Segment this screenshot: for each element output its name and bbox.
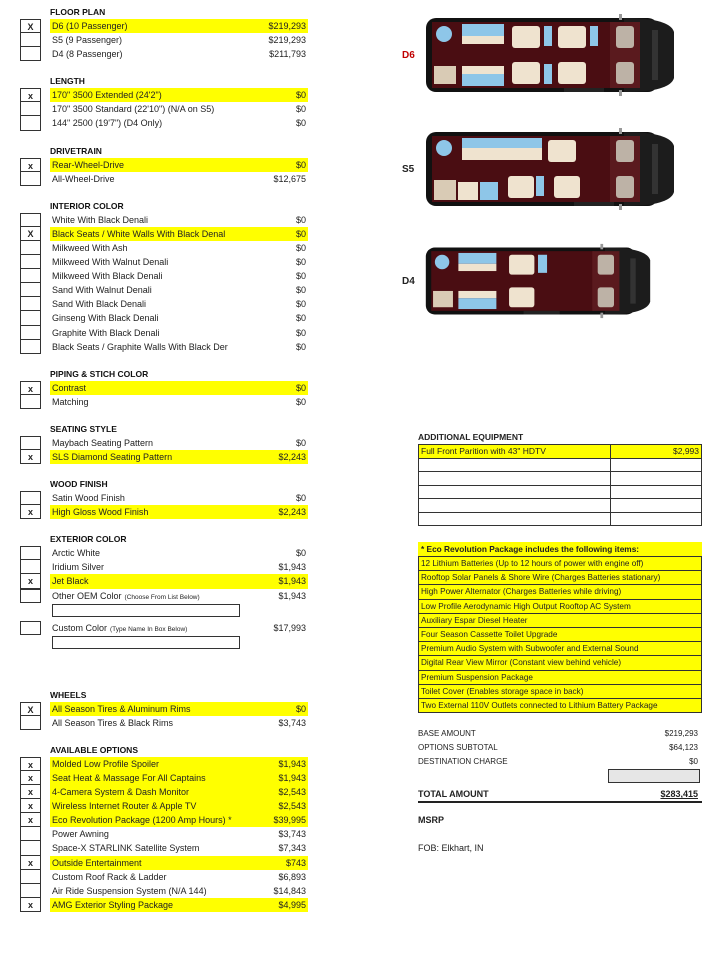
other-oem-color-input[interactable]	[52, 604, 240, 617]
option-label: All Season Tires & Black Rims	[52, 717, 174, 728]
floor-plan-label: D6	[402, 50, 415, 61]
option-label-cell	[50, 395, 308, 409]
available-options-section	[18, 744, 308, 912]
option-checkbox[interactable]	[20, 172, 41, 186]
equipment-item-cell[interactable]	[419, 458, 611, 472]
option-label: Contrast	[52, 382, 87, 393]
option-price: $0	[295, 703, 306, 714]
option-checkbox[interactable]	[20, 255, 41, 269]
option-label-cell	[50, 116, 308, 130]
option-label-cell	[50, 102, 308, 116]
options-subtotal-row	[418, 741, 702, 755]
option-price: $0	[295, 104, 306, 115]
option-price: $0	[295, 271, 306, 282]
option-row	[18, 158, 308, 172]
custom-color-input[interactable]	[52, 636, 240, 649]
option-checkbox[interactable]: X	[20, 19, 41, 33]
option-row	[18, 47, 308, 61]
option-row	[18, 546, 308, 560]
option-price: $0	[295, 159, 306, 170]
option-price: $7,343	[278, 843, 306, 854]
total-amount-value: $283,415	[660, 789, 698, 799]
option-label-cell	[50, 898, 308, 912]
option-price: $2,243	[278, 507, 306, 518]
option-label-cell	[50, 870, 308, 884]
option-row	[18, 311, 308, 325]
equipment-price-cell[interactable]	[611, 472, 702, 486]
option-price: $1,943	[278, 590, 306, 601]
option-checkbox[interactable]: x	[20, 771, 41, 785]
option-label: 4-Camera System & Dash Monitor	[52, 787, 190, 798]
floor-plan-label: D4	[402, 276, 415, 287]
floor-plan-label: S5	[402, 164, 415, 175]
option-label-cell	[50, 771, 308, 785]
option-note: (Type Name In Box Below)	[110, 625, 188, 633]
options-column	[18, 6, 308, 926]
option-row	[18, 827, 308, 841]
option-label: High Gloss Wood Finish	[52, 507, 149, 518]
option-label: Molded Low Profile Spoiler	[52, 758, 160, 769]
option-checkbox[interactable]: X	[20, 227, 41, 241]
fob-label: FOB: Elkhart, IN	[418, 843, 484, 853]
option-label-cell	[50, 574, 308, 588]
option-label-cell	[50, 241, 308, 255]
option-checkbox[interactable]	[20, 870, 41, 884]
option-label-cell	[50, 381, 308, 395]
floor-plan-title: FLOOR PLAN	[50, 7, 106, 17]
options-subtotal-label: OPTIONS SUBTOTAL	[418, 743, 498, 752]
floor-plan-d4	[390, 230, 719, 335]
option-price: $17,993	[273, 622, 306, 633]
floor-plan-d6	[390, 4, 719, 109]
piping-stitch-color-section	[18, 368, 308, 409]
option-checkbox[interactable]	[20, 546, 41, 560]
option-checkbox[interactable]	[20, 589, 41, 603]
option-label: 170" 3500 Extended (24'2")	[52, 90, 162, 101]
eco-package-item: Premium Audio System with Subwoofer and External Sound	[418, 642, 702, 656]
options-subtotal-value: $64,123	[669, 743, 698, 752]
option-checkbox[interactable]	[20, 491, 41, 505]
eco-package-item: Toilet Cover (Enables storage space in back)	[418, 685, 702, 699]
option-label: Milkweed With Black Denali	[52, 271, 163, 282]
interior-color-section	[18, 200, 308, 354]
eco-package-item: Low Profile Aerodynamic High Output Rooftop AC System	[418, 600, 702, 614]
option-price: $0	[295, 228, 306, 239]
equipment-item-cell[interactable]	[419, 472, 611, 486]
option-checkbox[interactable]	[20, 827, 41, 841]
option-label-cell	[50, 19, 308, 33]
eco-package-title: * Eco Revolution Package includes the following items:	[421, 544, 640, 554]
option-row	[18, 450, 308, 464]
option-label: Custom Color	[52, 622, 108, 633]
van-floorplan-d6-image	[424, 12, 676, 98]
option-label: Graphite With Black Denali	[52, 327, 160, 338]
option-label: Other OEM Color	[52, 590, 122, 601]
equipment-price-cell[interactable]	[611, 458, 702, 472]
drivetrain-title: DRIVETRAIN	[50, 145, 102, 156]
option-label: Sand With Black Denali	[52, 299, 147, 310]
option-row	[18, 574, 308, 588]
option-checkbox[interactable]: x	[20, 381, 41, 395]
option-row	[18, 771, 308, 785]
option-row	[18, 340, 308, 354]
option-note: (Choose From List Below)	[124, 593, 200, 601]
length-section	[18, 75, 308, 130]
option-checkbox[interactable]: x	[20, 450, 41, 464]
wood-finish-section	[18, 478, 308, 519]
option-label-cell	[50, 340, 308, 354]
base-amount-label: BASE AMOUNT	[418, 729, 476, 738]
option-row	[18, 297, 308, 311]
option-label: Sand With Walnut Denali	[52, 285, 152, 296]
equipment-row	[419, 485, 702, 499]
exterior-color-section	[18, 533, 308, 648]
option-row	[18, 716, 308, 730]
equipment-price-cell[interactable]	[611, 512, 702, 526]
available-options-title: AVAILABLE OPTIONS	[50, 744, 138, 755]
option-checkbox[interactable]	[20, 340, 41, 354]
option-label-cell	[50, 33, 308, 47]
option-label: Black Seats / White Walls With Black Denal	[52, 228, 226, 239]
option-row	[18, 702, 308, 716]
option-price: $14,843	[273, 885, 306, 896]
option-row	[18, 813, 308, 827]
option-price: $0	[295, 118, 306, 129]
option-label: Milkweed With Ash	[52, 242, 128, 253]
wheels-section	[18, 689, 308, 730]
option-row	[18, 116, 308, 130]
option-checkbox[interactable]	[20, 297, 41, 311]
eco-package-item: Four Season Cassette Toilet Upgrade	[418, 628, 702, 642]
equipment-item-cell[interactable]	[419, 512, 611, 526]
equipment-item-cell[interactable]: Full Front Parition with 43" HDTV	[419, 445, 611, 459]
option-row	[18, 88, 308, 102]
option-checkbox[interactable]	[20, 621, 41, 635]
option-price: $39,995	[273, 815, 306, 826]
option-price: $1,943	[278, 773, 306, 783]
option-label-cell	[50, 589, 308, 603]
option-checkbox[interactable]	[20, 560, 41, 574]
option-price: $0	[295, 548, 306, 559]
eco-package-box	[418, 542, 702, 713]
eco-package-item: Auxiliary Espar Diesel Heater	[418, 614, 702, 628]
floor-plan-s5	[390, 118, 719, 223]
option-row	[18, 172, 308, 186]
option-label: Maybach Seating Pattern	[52, 437, 154, 448]
option-label: Space-X STARLINK Satellite System	[52, 843, 200, 854]
option-label-cell	[50, 785, 308, 799]
piping-stitch-color-title: PIPING & STICH COLOR	[50, 368, 149, 379]
option-label-cell	[50, 436, 308, 450]
option-row	[18, 884, 308, 898]
option-label: Seat Heat & Massage For All Captains	[52, 773, 206, 783]
option-checkbox[interactable]: x	[20, 574, 41, 588]
option-checkbox[interactable]	[20, 33, 41, 47]
total-amount-row	[418, 787, 702, 803]
option-checkbox[interactable]: x	[20, 757, 41, 771]
eco-package-item: Premium Suspension Package	[418, 671, 702, 685]
other-oem-color-row	[18, 589, 308, 603]
option-checkbox[interactable]: x	[20, 505, 41, 519]
equipment-item-cell[interactable]	[419, 499, 611, 513]
option-row	[18, 395, 308, 409]
destination-charge-value: $0	[689, 757, 698, 766]
option-label-cell	[50, 172, 308, 186]
option-label: Rear-Wheel-Drive	[52, 159, 125, 170]
option-row	[18, 19, 308, 33]
option-label: 144" 2500 (19'7") (D4 Only)	[52, 118, 163, 129]
option-row	[18, 898, 308, 912]
option-row	[18, 283, 308, 297]
option-price: $743	[285, 857, 306, 868]
option-label-cell	[50, 884, 308, 898]
option-label: Power Awning	[52, 829, 109, 840]
extra-charge-input[interactable]	[608, 769, 700, 783]
msrp-label: MSRP	[418, 815, 445, 825]
option-price: $0	[295, 285, 306, 296]
option-label: Wireless Internet Router & Apple TV	[52, 801, 197, 812]
additional-equipment-title: ADDITIONAL EQUIPMENT	[418, 432, 524, 442]
option-label-cell	[50, 799, 308, 813]
option-label-cell	[50, 505, 308, 519]
option-label: Custom Roof Rack & Ladder	[52, 871, 167, 882]
option-label: SLS Diamond Seating Pattern	[52, 451, 173, 462]
option-label: Arctic White	[52, 548, 101, 559]
option-price: $1,943	[278, 576, 306, 587]
option-price: $219,293	[268, 21, 306, 31]
option-label-cell	[50, 283, 308, 297]
option-label: Matching	[52, 396, 89, 407]
option-price: $0	[295, 242, 306, 253]
option-label: Eco Revolution Package (1200 Amp Hours) *	[52, 815, 232, 826]
option-label-cell	[50, 311, 308, 325]
option-checkbox[interactable]: x	[20, 856, 41, 870]
seating-style-section	[18, 423, 308, 464]
base-amount-value: $219,293	[664, 729, 698, 738]
option-checkbox[interactable]: X	[20, 702, 41, 716]
option-label-cell	[50, 716, 308, 730]
equipment-price-cell[interactable]: $2,993	[611, 445, 702, 459]
option-label: All Season Tires & Aluminum Rims	[52, 703, 191, 714]
option-row	[18, 326, 308, 340]
option-label-cell	[50, 546, 308, 560]
custom-color-row	[18, 621, 308, 635]
option-label-cell	[50, 269, 308, 283]
option-checkbox[interactable]	[20, 102, 41, 116]
option-label: White With Black Denali	[52, 214, 149, 225]
option-price: $0	[295, 437, 306, 448]
option-checkbox[interactable]: x	[20, 813, 41, 827]
equipment-price-cell[interactable]	[611, 485, 702, 499]
option-price: $1,943	[278, 562, 306, 573]
option-checkbox[interactable]	[20, 241, 41, 255]
option-price: $0	[295, 90, 306, 101]
option-label: D4 (8 Passenger)	[52, 49, 123, 60]
option-checkbox[interactable]	[20, 884, 41, 898]
option-checkbox[interactable]	[20, 395, 41, 409]
option-price: $2,543	[278, 801, 306, 812]
option-label: D6 (10 Passenger)	[52, 21, 128, 31]
option-row	[18, 491, 308, 505]
option-price: $0	[295, 214, 306, 225]
exterior-color-title: EXTERIOR COLOR	[50, 534, 127, 545]
option-price: $0	[295, 493, 306, 504]
eco-package-item: Two External 110V Outlets connected to Lithium Battery Package	[418, 699, 702, 713]
destination-charge-label: DESTINATION CHARGE	[418, 757, 508, 766]
option-row	[18, 870, 308, 884]
option-label-cell	[50, 88, 308, 102]
option-label-cell	[50, 813, 308, 827]
option-checkbox[interactable]	[20, 47, 41, 61]
option-label-cell	[50, 827, 308, 841]
option-row	[18, 241, 308, 255]
option-checkbox[interactable]	[20, 716, 41, 730]
option-label-cell	[50, 757, 308, 771]
eco-package-item: 12 Lithium Batteries (Up to 12 hours of power with engine off)	[418, 556, 702, 571]
wood-finish-title: WOOD FINISH	[50, 479, 108, 490]
option-label-cell	[50, 702, 308, 716]
equipment-row	[419, 499, 702, 513]
total-amount-label: TOTAL AMOUNT	[418, 789, 489, 799]
option-row	[18, 255, 308, 269]
option-row	[18, 799, 308, 813]
option-label: Iridium Silver	[52, 562, 105, 573]
wheels-title: WHEELS	[50, 689, 87, 700]
option-row	[18, 227, 308, 241]
option-row	[18, 269, 308, 283]
option-checkbox[interactable]: x	[20, 785, 41, 799]
option-row	[18, 785, 308, 799]
additional-equipment-table	[418, 444, 702, 526]
eco-package-item: High Power Alternator (Charges Batteries while driving)	[418, 585, 702, 599]
option-price: $12,675	[273, 173, 306, 184]
option-row	[18, 560, 308, 574]
option-price: $0	[295, 313, 306, 324]
option-label-cell	[50, 47, 308, 61]
totals-section	[418, 727, 702, 853]
option-label: 170" 3500 Standard (22'10") (N/A on S5)	[52, 104, 215, 115]
option-label: Jet Black	[52, 576, 89, 587]
option-price: $2,243	[278, 451, 306, 462]
option-label-cell	[50, 255, 308, 269]
option-price: $3,743	[278, 829, 306, 840]
eco-package-item: Rooftop Solar Panels & Shore Wire (Charges Batteries stationary)	[418, 571, 702, 585]
option-checkbox[interactable]: x	[20, 88, 41, 102]
option-price: $4,995	[278, 899, 306, 910]
length-title: LENGTH	[50, 76, 85, 87]
option-checkbox[interactable]	[20, 213, 41, 227]
option-label: Air Ride Suspension System (N/A 144)	[52, 885, 207, 896]
base-amount-row	[418, 727, 702, 741]
option-row	[18, 505, 308, 519]
option-checkbox[interactable]	[20, 283, 41, 297]
additional-equipment	[418, 430, 702, 526]
van-floorplan-s5-image	[424, 126, 676, 212]
option-label-cell	[50, 841, 308, 855]
option-label: Satin Wood Finish	[52, 493, 125, 504]
drivetrain-section	[18, 145, 308, 186]
eco-package-item: Digital Rear View Mirror (Constant view behind vehicle)	[418, 656, 702, 670]
option-label: Milkweed With Walnut Denali	[52, 257, 169, 268]
option-label: Outside Entertainment	[52, 857, 142, 868]
option-checkbox[interactable]: x	[20, 158, 41, 172]
option-label: Black Seats / Graphite Walls With Black Der	[52, 341, 228, 352]
option-checkbox[interactable]: x	[20, 799, 41, 813]
option-row	[18, 856, 308, 870]
option-checkbox[interactable]	[20, 841, 41, 855]
option-label-cell	[50, 856, 308, 870]
option-checkbox[interactable]	[20, 269, 41, 283]
option-label-cell	[50, 158, 308, 172]
van-floorplan-d4-image	[424, 238, 652, 324]
floor-plan-section	[18, 6, 308, 61]
equipment-price-cell[interactable]	[611, 499, 702, 513]
option-price: $211,793	[269, 49, 306, 60]
option-label-cell	[50, 450, 308, 464]
option-price: $6,893	[278, 871, 306, 882]
option-row	[18, 841, 308, 855]
option-row	[18, 757, 308, 771]
option-checkbox[interactable]	[20, 116, 41, 130]
option-label: S5 (9 Passenger)	[52, 35, 123, 46]
option-checkbox[interactable]: x	[20, 898, 41, 912]
option-checkbox[interactable]	[20, 311, 41, 325]
option-label-cell	[50, 213, 308, 227]
equipment-row	[419, 472, 702, 486]
option-price: $0	[295, 299, 306, 310]
equipment-row	[419, 458, 702, 472]
option-price: $1,943	[278, 758, 306, 769]
option-label: AMG Exterior Styling Package	[52, 899, 174, 910]
option-price: $2,543	[278, 787, 306, 798]
option-row	[18, 436, 308, 450]
option-price: $219,293	[268, 35, 306, 46]
option-row	[18, 33, 308, 47]
destination-charge-row	[418, 755, 702, 769]
equipment-item-cell[interactable]	[419, 485, 611, 499]
option-row	[18, 381, 308, 395]
option-row	[18, 102, 308, 116]
equipment-row	[419, 445, 702, 459]
option-price: $0	[295, 396, 306, 407]
option-label-cell	[50, 491, 308, 505]
option-price: $0	[295, 341, 306, 352]
option-checkbox[interactable]	[20, 436, 41, 450]
option-price: $3,743	[278, 717, 306, 728]
option-label-cell	[50, 326, 308, 340]
option-label-cell	[50, 227, 308, 241]
option-label-cell	[50, 297, 308, 311]
option-row	[18, 213, 308, 227]
option-price: $0	[295, 257, 306, 268]
option-checkbox[interactable]	[20, 326, 41, 340]
option-label-cell	[50, 621, 308, 635]
option-label-cell	[50, 560, 308, 574]
equipment-row	[419, 512, 702, 526]
option-price: $0	[295, 327, 306, 338]
seating-style-title: SEATING STYLE	[50, 423, 117, 434]
interior-color-title: INTERIOR COLOR	[50, 200, 124, 211]
option-label: All-Wheel-Drive	[52, 173, 115, 184]
option-price: $0	[295, 382, 306, 393]
option-label: Ginseng With Black Denali	[52, 313, 159, 324]
